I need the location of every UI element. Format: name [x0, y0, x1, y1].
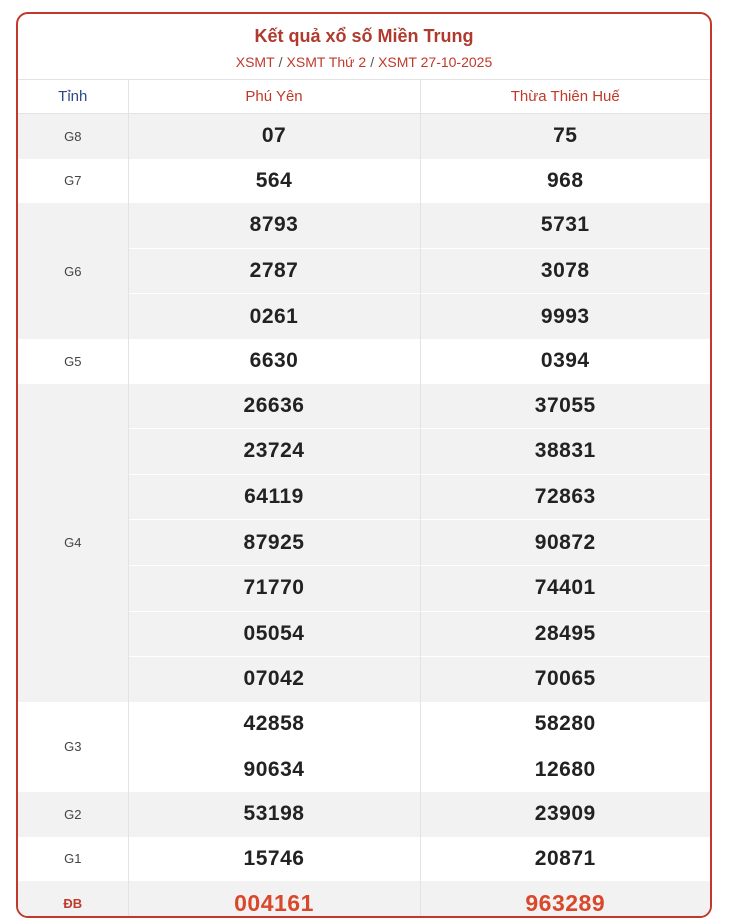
table-row	[18, 702, 710, 747]
breadcrumb-link-xsmt-thu-2[interactable]: XSMT Thứ 2	[286, 54, 367, 70]
result-thua-thien-hue: 28495	[420, 611, 710, 657]
result-phu-yen: 42858	[128, 702, 420, 747]
breadcrumb	[18, 53, 710, 71]
prize-label: G2	[18, 792, 128, 837]
result-thua-thien-hue: 58280	[534, 712, 596, 736]
result-thua-thien-hue: 968	[546, 168, 584, 192]
result-thua-thien-hue: 5731	[420, 203, 710, 248]
result-phu-yen: 15746	[128, 837, 420, 882]
table-row	[18, 203, 710, 248]
result-phu-yen: 6630	[128, 339, 420, 384]
result-phu-yen: 564	[128, 159, 420, 204]
result-thua-thien-hue: 963289	[420, 881, 710, 918]
table-row	[18, 837, 710, 882]
result-phu-yen: 26636	[128, 384, 420, 429]
prize-label: G8	[18, 114, 128, 159]
prize-label: G4	[18, 384, 128, 702]
result-thua-thien-hue: 0394	[540, 349, 590, 373]
column-header-province: Tỉnh	[18, 80, 128, 114]
table-row	[18, 384, 710, 429]
result-thua-thien-hue: 20871	[534, 846, 596, 870]
prize-label: ĐB	[18, 881, 128, 918]
result-thua-thien-hue: 70065	[420, 657, 710, 702]
result-thua-thien-hue: 72863	[420, 474, 710, 520]
prize-label: G3	[18, 702, 128, 792]
results-card	[16, 12, 712, 918]
result-phu-yen: 23724	[128, 429, 420, 475]
table-header-row	[18, 80, 710, 114]
results-header	[18, 14, 710, 80]
result-thua-thien-hue: 3078	[420, 248, 710, 294]
breadcrumb-separator: /	[278, 54, 283, 70]
result-thua-thien-hue: 12680	[420, 747, 710, 792]
result-thua-thien-hue: 38831	[420, 429, 710, 475]
result-phu-yen: 71770	[128, 565, 420, 611]
result-phu-yen: 90634	[128, 747, 420, 792]
result-phu-yen: 0261	[128, 294, 420, 339]
table-row	[18, 114, 710, 159]
result-thua-thien-hue: 23909	[420, 792, 710, 837]
breadcrumb-link-xsmt[interactable]: XSMT	[235, 54, 275, 70]
table-row	[18, 881, 710, 918]
breadcrumb-link-xsmt-date[interactable]: XSMT 27-10-2025	[378, 54, 493, 70]
result-phu-yen: 64119	[128, 474, 420, 520]
table-row	[18, 792, 710, 837]
result-phu-yen: 2787	[128, 248, 420, 294]
prize-label: G5	[18, 339, 128, 384]
results-table	[18, 80, 710, 918]
breadcrumb-separator: /	[370, 54, 375, 70]
result-phu-yen: 87925	[128, 520, 420, 566]
prize-label: G6	[18, 203, 128, 339]
result-phu-yen: 8793	[128, 203, 420, 248]
result-thua-thien-hue: 75	[420, 114, 710, 159]
result-phu-yen: 05054	[128, 611, 420, 657]
prize-label: G1	[18, 837, 128, 882]
result-thua-thien-hue: 90872	[420, 520, 710, 566]
results-body	[18, 114, 710, 919]
result-phu-yen: 07	[128, 114, 420, 159]
column-header-thua-thien-hue: Thừa Thiên Huế	[420, 80, 710, 114]
result-phu-yen: 07042	[128, 657, 420, 702]
result-phu-yen: 53198	[128, 792, 420, 837]
table-row	[18, 339, 710, 384]
table-row	[18, 159, 710, 204]
result-thua-thien-hue: 9993	[420, 294, 710, 339]
result-thua-thien-hue: 37055	[420, 384, 710, 429]
column-header-phu-yen: Phú Yên	[128, 80, 420, 114]
prize-label: G7	[18, 159, 128, 204]
page-title: Kết quả xổ số Miền Trung	[254, 26, 474, 46]
result-phu-yen: 004161	[128, 881, 420, 918]
result-thua-thien-hue: 74401	[420, 565, 710, 611]
